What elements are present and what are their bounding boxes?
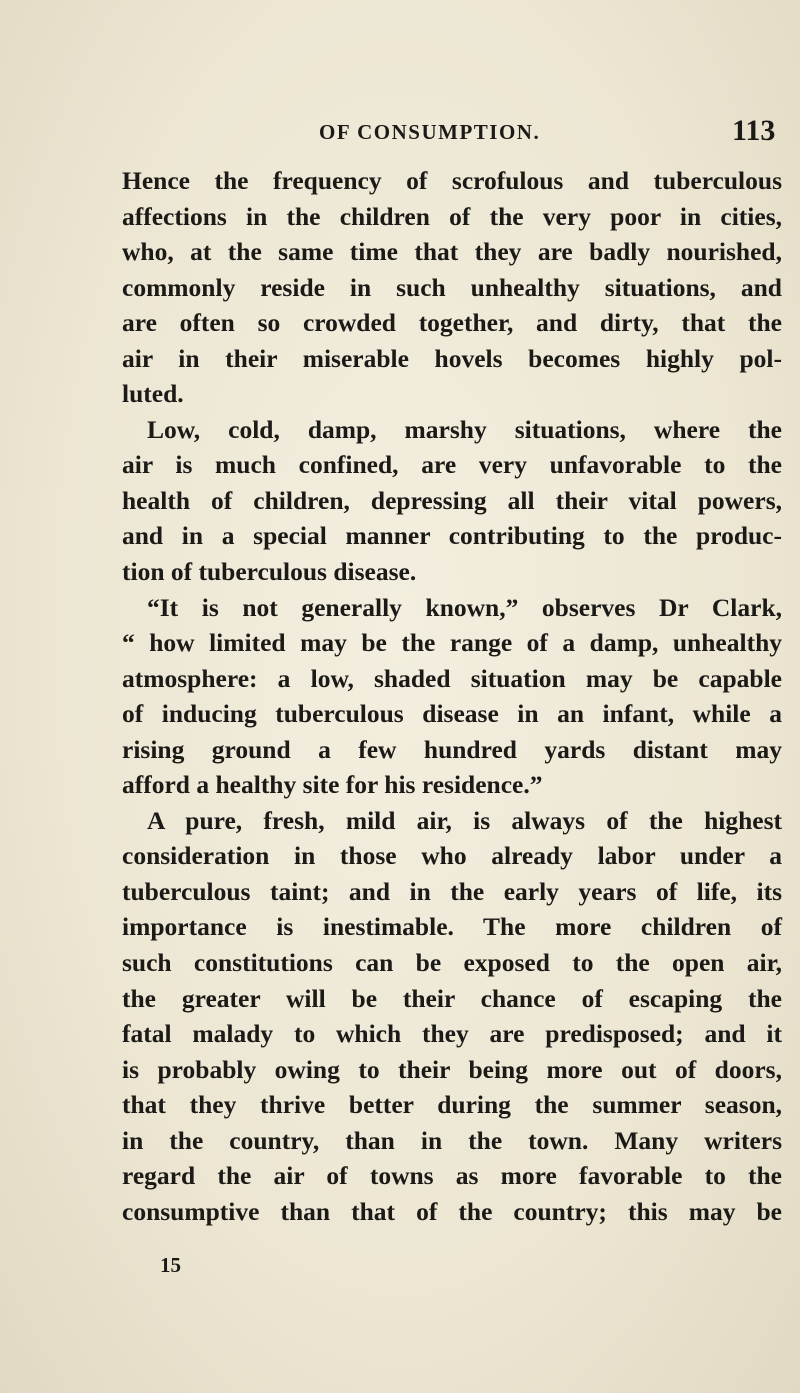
running-title: OF CONSUMPTION.	[319, 120, 541, 144]
text-line: fatal malady to which they are predisposed; and it	[122, 1019, 782, 1049]
text-line: that they thrive better during the summer season,	[122, 1090, 782, 1120]
text-line: Hence the frequency of scrofulous and tuberculous	[122, 166, 782, 195]
text-line: in the country, than in the town. Many writers	[122, 1125, 782, 1155]
text-line: rising ground a few hundred yards distant may	[122, 734, 782, 764]
text-line: tion of tuberculous disease.	[122, 557, 417, 587]
text-line: such constitutions can be exposed to the open air,	[122, 948, 782, 978]
text-line: consumptive than that of the country; this may be	[122, 1196, 782, 1226]
running-head	[0, 114, 800, 154]
text-line: atmosphere: a low, shaded situation may be capable	[122, 663, 782, 693]
text-line: and in a special manner contributing to the produc-	[122, 521, 782, 551]
text-line: commonly reside in such unhealthy situations, and	[122, 272, 782, 302]
text-line: afford a healthy site for his residence.”	[122, 770, 543, 800]
text-line: “It is not generally known,” observes Dr Clark,	[147, 592, 782, 622]
text-line: A pure, fresh, mild air, is always of the highest	[147, 805, 782, 835]
text-line: consideration in those who already labor under a	[122, 841, 782, 871]
text-line: Low, cold, damp, marshy situations, where the	[147, 414, 782, 444]
text-line: health of children, depressing all their vital powers,	[122, 485, 782, 515]
text-line: the greater will be their chance of escaping the	[122, 983, 782, 1013]
text-line: who, at the same time that they are badly nourished,	[122, 237, 782, 267]
text-line: affections in the children of the very poor in cities,	[122, 201, 782, 231]
text-line: “ how limited may be the range of a damp, unhealthy	[122, 628, 782, 658]
text-line: are often so crowded together, and dirty, that the	[122, 308, 782, 338]
text-line: of inducing tuberculous disease in an infant, while a	[122, 699, 782, 729]
text-line: air is much confined, are very unfavorable to the	[122, 450, 782, 480]
body-text	[122, 163, 782, 1229]
text-line: is probably owing to their being more out of doors,	[122, 1054, 782, 1084]
text-line: luted.	[122, 379, 184, 409]
signature-mark: 15	[160, 1253, 181, 1277]
text-line: regard the air of towns as more favorable to the	[122, 1161, 782, 1191]
text-line: tuberculous taint; and in the early years of life, its	[122, 876, 782, 906]
text-line: importance is inestimable. The more children of	[122, 912, 782, 942]
text-line: air in their miserable hovels becomes highly pol-	[122, 343, 782, 373]
page-number: 113	[732, 114, 776, 147]
